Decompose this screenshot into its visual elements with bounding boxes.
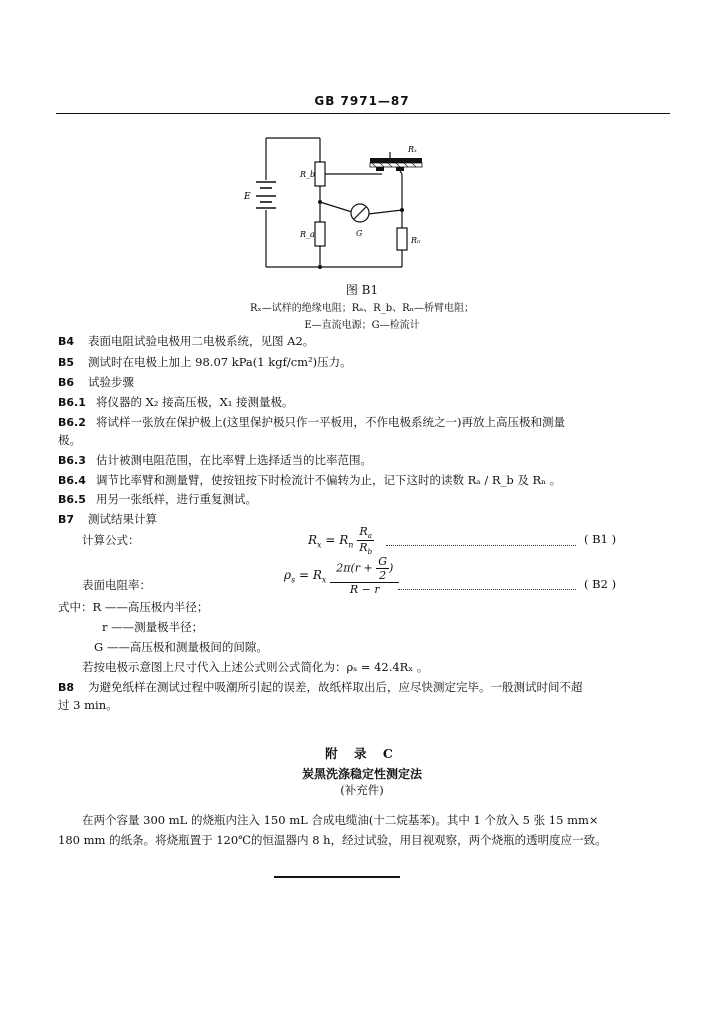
- label-rx: Rₓ: [408, 145, 417, 154]
- section-text: 调节比率臂和测量臂，使按钮按下时检流计不偏转为止，记下这时的读数 Rₐ / R_b 及 Rₙ 。: [96, 473, 562, 487]
- header-rule: [56, 113, 670, 114]
- section-text: 估计被测电阻范围，在比率臂上选择适当的比率范围。: [96, 453, 372, 467]
- formula-b1: $R_x = R_n$ $\frac{R_a}{R_b}$: [308, 525, 373, 557]
- section-number: B8: [58, 681, 75, 694]
- formula-b1-leader: [386, 544, 576, 546]
- resistor-ra: [315, 222, 325, 246]
- formula-b2-tag: ( B2 ): [584, 577, 617, 591]
- figure-legend-line-2: E—直流电源；G—检流计: [304, 320, 420, 331]
- simplified-formula-line: 若按电极示意图上尺寸代入上述公式则公式简化为：ρₛ = 42.4Rₓ 。: [82, 660, 429, 674]
- page-header: GB 7971—87: [314, 94, 410, 108]
- section-number: B6: [58, 376, 75, 389]
- label-ra: R_a: [300, 230, 315, 239]
- sample-electrode: [370, 158, 422, 174]
- section-b8: [58, 679, 668, 696]
- label-rb: R_b: [300, 170, 316, 179]
- end-rule: [274, 876, 400, 878]
- appendix-title: 附 录 C: [325, 746, 399, 761]
- section-b6-4: [58, 472, 668, 489]
- section-text: 将试样一张放在保护极上(这里保护极只作一平板用，不作电极系统之一)再放上高压极和测量: [96, 415, 565, 429]
- circuit-diagram: [230, 130, 480, 275]
- formula-b2: $\rho_s = R_x$ 2π(r + $\frac{G}{2}$ ) R − r: [284, 555, 399, 596]
- section-text: 用另一张纸样，进行重复测试。: [96, 492, 257, 506]
- surface-resistivity-label: 表面电阻率：: [82, 578, 151, 592]
- section-number: B6.5: [58, 493, 86, 506]
- figure-caption: 图 B1: [345, 283, 379, 297]
- section-b6-3: [58, 452, 668, 469]
- figure-legend-line-1: Rₓ—试样的绝缘电阻；Rₐ、R_b、Rₙ—桥臂电阻；: [250, 303, 474, 314]
- appendix-paragraph-line-2: 180 mm 的纸条。将烧瓶置于 120℃的恒温器内 8 h，经过试验，用目视观察，两个烧瓶的透明度应一致。: [58, 833, 607, 847]
- resistor-rn: [397, 228, 407, 250]
- formula-b1-tag: ( B1 ): [584, 532, 617, 546]
- section-text: 测试结果计算: [88, 512, 157, 526]
- section-b8-continued: 过 3 min。: [58, 698, 118, 712]
- section-b6-5: [58, 491, 668, 508]
- where-r-line: 式中：R ——高压极内半径；: [58, 600, 209, 614]
- section-number: B6.3: [58, 454, 86, 467]
- where-g-line: G ——高压极和测量极间的间隙。: [94, 640, 268, 654]
- appendix-note: (补充件): [340, 783, 384, 797]
- section-b6-2-continued: 极。: [58, 433, 81, 447]
- where-r-small-line: r ——测量极半径；: [102, 620, 204, 634]
- formula-b2-leader: [398, 588, 576, 590]
- section-text: 测试时在电极上加上 98.07 kPa(1 kgf/cm²)压力。: [88, 355, 352, 369]
- section-number: B5: [58, 356, 75, 369]
- section-text: 将仪器的 X₂ 接高压极，X₁ 接测量极。: [96, 395, 294, 409]
- section-b4: [58, 333, 668, 350]
- label-g: G: [356, 229, 363, 238]
- section-b6-2: [58, 414, 668, 431]
- section-number: B6.1: [58, 396, 86, 409]
- section-number: B4: [58, 335, 75, 348]
- resistor-rb: [315, 162, 325, 186]
- battery-symbol: [256, 182, 276, 208]
- label-e: E: [244, 192, 251, 202]
- appendix-paragraph-line-1: 在两个容量 300 mL 的烧瓶内注入 150 mL 合成电缆油(十二烷基苯)。其中 1 个放入 5 张 15 mm×: [82, 813, 599, 827]
- section-text: 试验步骤: [88, 375, 134, 389]
- calc-formula-label: 计算公式：: [82, 533, 140, 547]
- section-number: B6.4: [58, 474, 86, 487]
- section-b6-1: [58, 394, 668, 411]
- appendix-subtitle: 炭黑洗涤稳定性测定法: [301, 767, 422, 781]
- section-number: B6.2: [58, 416, 86, 429]
- label-rn: Rₙ: [411, 236, 421, 245]
- section-b6: [58, 374, 668, 391]
- section-text: 为避免纸样在测试过程中吸潮所引起的误差，故纸样取出后，应尽快测定完毕。一般测试时间不超: [88, 680, 583, 694]
- section-number: B7: [58, 513, 75, 526]
- section-text: 表面电阻试验电极用二电极系统，见图 A2。: [88, 334, 315, 348]
- section-b5: [58, 354, 668, 371]
